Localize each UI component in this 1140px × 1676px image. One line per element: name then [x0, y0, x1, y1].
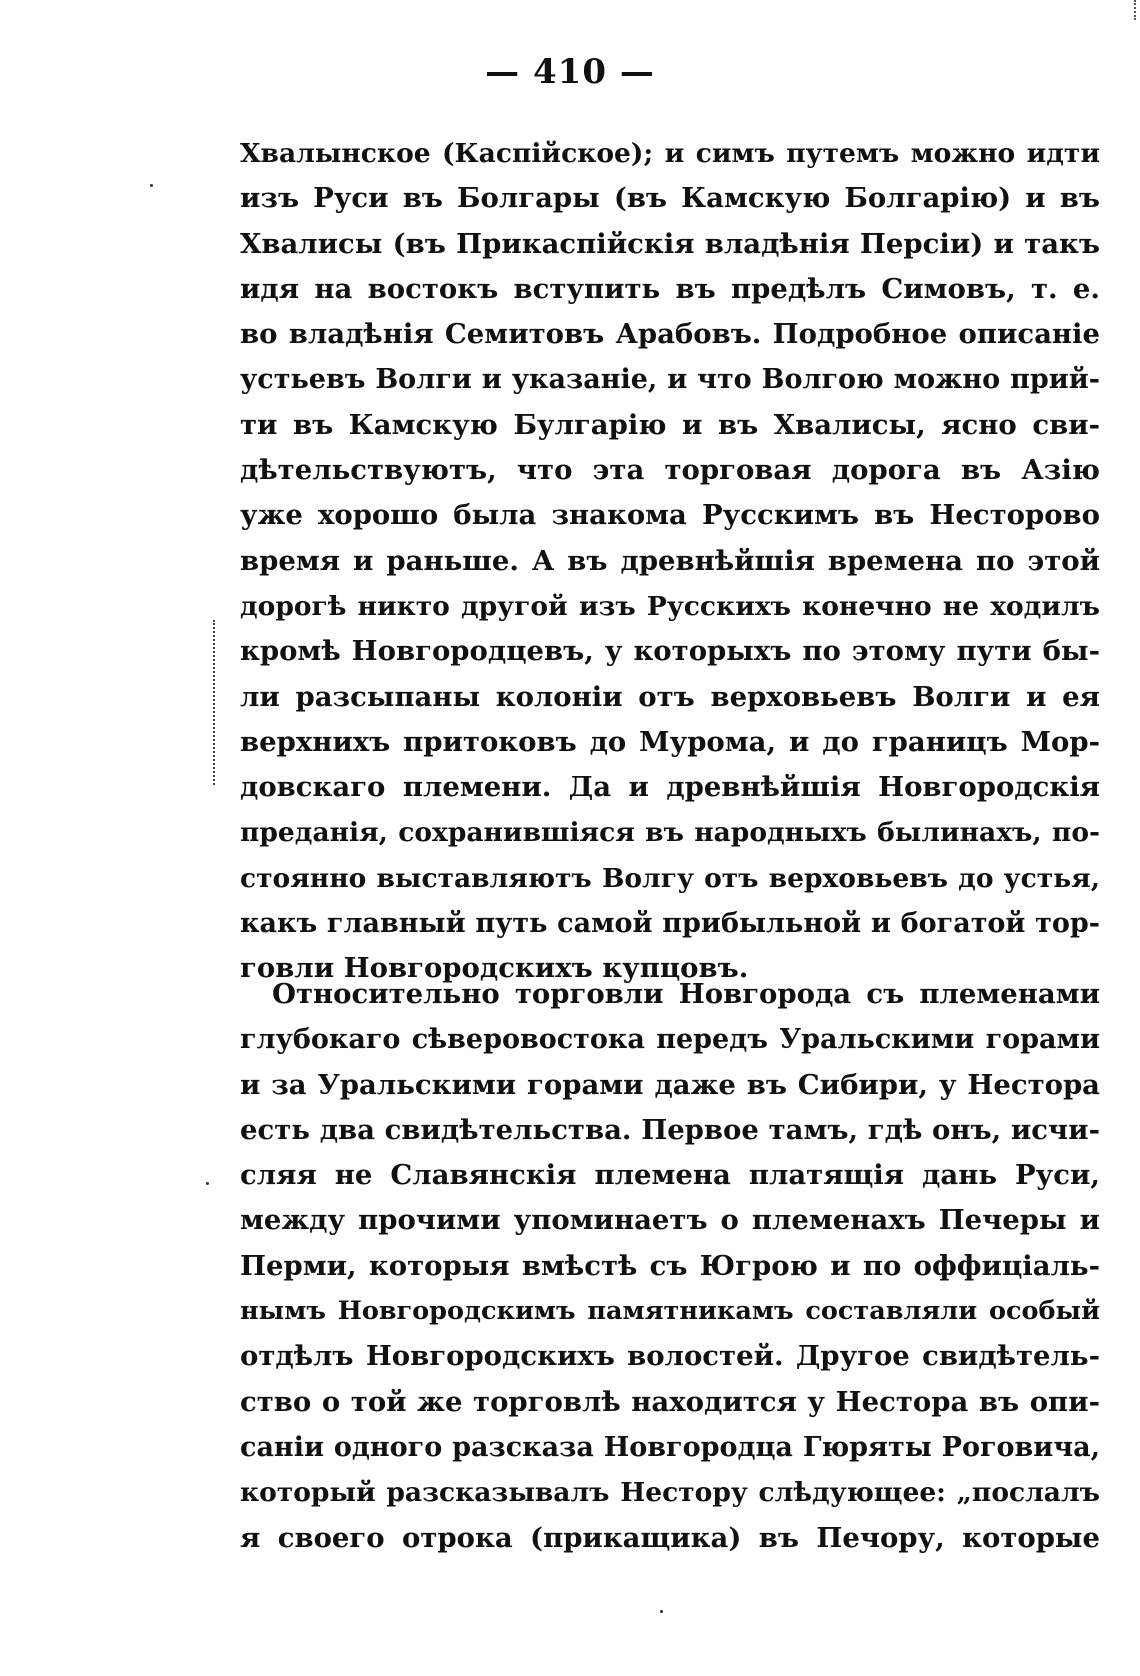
text-line: и за Уральскими горами даже въ Сибири, у Нестора	[240, 1068, 1100, 1101]
text-line: стоянно выставляютъ Волгу отъ верховьевъ до устья,	[240, 862, 1100, 894]
print-speck	[660, 1610, 663, 1613]
text-line: глубокаго сѣверовостока передъ Уральскими горами	[240, 1024, 1100, 1056]
text-line: довскаго племени. Да и древнѣйшія Новгородскія	[240, 771, 1100, 804]
paragraph-2	[240, 972, 1100, 1561]
text-line: отдѣлъ Новгородскихъ волостей. Другое свидѣтель-	[240, 1340, 1100, 1373]
text-line: верхнихъ притоковъ до Мурома, и до границъ Мор-	[240, 725, 1100, 758]
text-line-last: говли Новгородскихъ купцовъ.	[240, 952, 749, 985]
text-line: ство о той же торговлѣ находится у Нестора въ опи-	[240, 1385, 1100, 1418]
text-line: сляя не Славянскія племена платящія дань Руси,	[240, 1159, 1100, 1192]
text-line: дѣтельствуютъ, что эта торговая дорога въ Азію	[240, 454, 1100, 487]
text-line: ти въ Камскую Булгарію и въ Хвалисы, ясно сви-	[240, 408, 1100, 441]
margin-pencil-mark	[213, 620, 215, 785]
text-line-first: Относительно торговли Новгорода съ племенами	[272, 978, 1100, 1010]
text-line: преданія, сохранившіяся въ народныхъ былинахъ, по-	[240, 817, 1100, 849]
text-line: изъ Руси въ Болгары (въ Камскую Болгарію) и въ	[240, 182, 1100, 215]
text-line: кромѣ Новгородцевъ, у которыхъ по этому пути бы-	[240, 635, 1100, 668]
text-line: который разсказывалъ Нестору слѣдующее: „послалъ	[240, 1477, 1100, 1509]
text-line: нымъ Новгородскимъ памятникамъ составляли особый	[240, 1296, 1100, 1327]
text-line: Перми, которыя вмѣстѣ съ Югрою и по оффиціаль-	[240, 1249, 1100, 1282]
text-line: устьевъ Волги и указаніе, и что Волгою можно прий-	[240, 364, 1100, 396]
text-line: между прочими упоминаетъ о племенахъ Печеры и	[240, 1204, 1100, 1237]
print-speck	[150, 184, 153, 187]
text-line: во владѣнія Семитовъ Арабовъ. Подробное описаніе	[240, 318, 1100, 351]
print-speck	[206, 1182, 209, 1185]
text-line: какъ главный путь самой прибыльной и богатой тор-	[240, 908, 1100, 940]
text-line: ли разсыпаны колоніи отъ верховьевъ Волги и ея	[240, 680, 1100, 713]
text-line: идя на востокъ вступить въ предѣлъ Симовъ, т. е.	[240, 272, 1100, 305]
text-line: есть два свидѣтельства. Первое тамъ, гдѣ онъ, исчи-	[240, 1113, 1100, 1146]
text-line: я своего отрока (прикащика) въ Печору, которые	[240, 1521, 1100, 1554]
text-line: Хвалынское (Каспійское); и симъ путемъ можно идти	[240, 138, 1100, 169]
page-number: — 410 —	[485, 52, 655, 92]
text-line: саніи одного разсказа Новгородца Гюряты Роговича,	[240, 1431, 1100, 1463]
text-line: время и раньше. А въ древнѣйшія времена по этой	[240, 544, 1100, 577]
text-line: дорогѣ никто другой изъ Русскихъ конечно не ходилъ	[240, 590, 1100, 622]
text-line: уже хорошо была знакома Русскимъ въ Несторово	[240, 499, 1100, 532]
page-edge-mark	[1134, 0, 1138, 20]
text-line: Хвалисы (въ Прикаспійскія владѣнія Персіи) и такъ	[240, 227, 1100, 260]
paragraph-1	[240, 131, 1100, 992]
